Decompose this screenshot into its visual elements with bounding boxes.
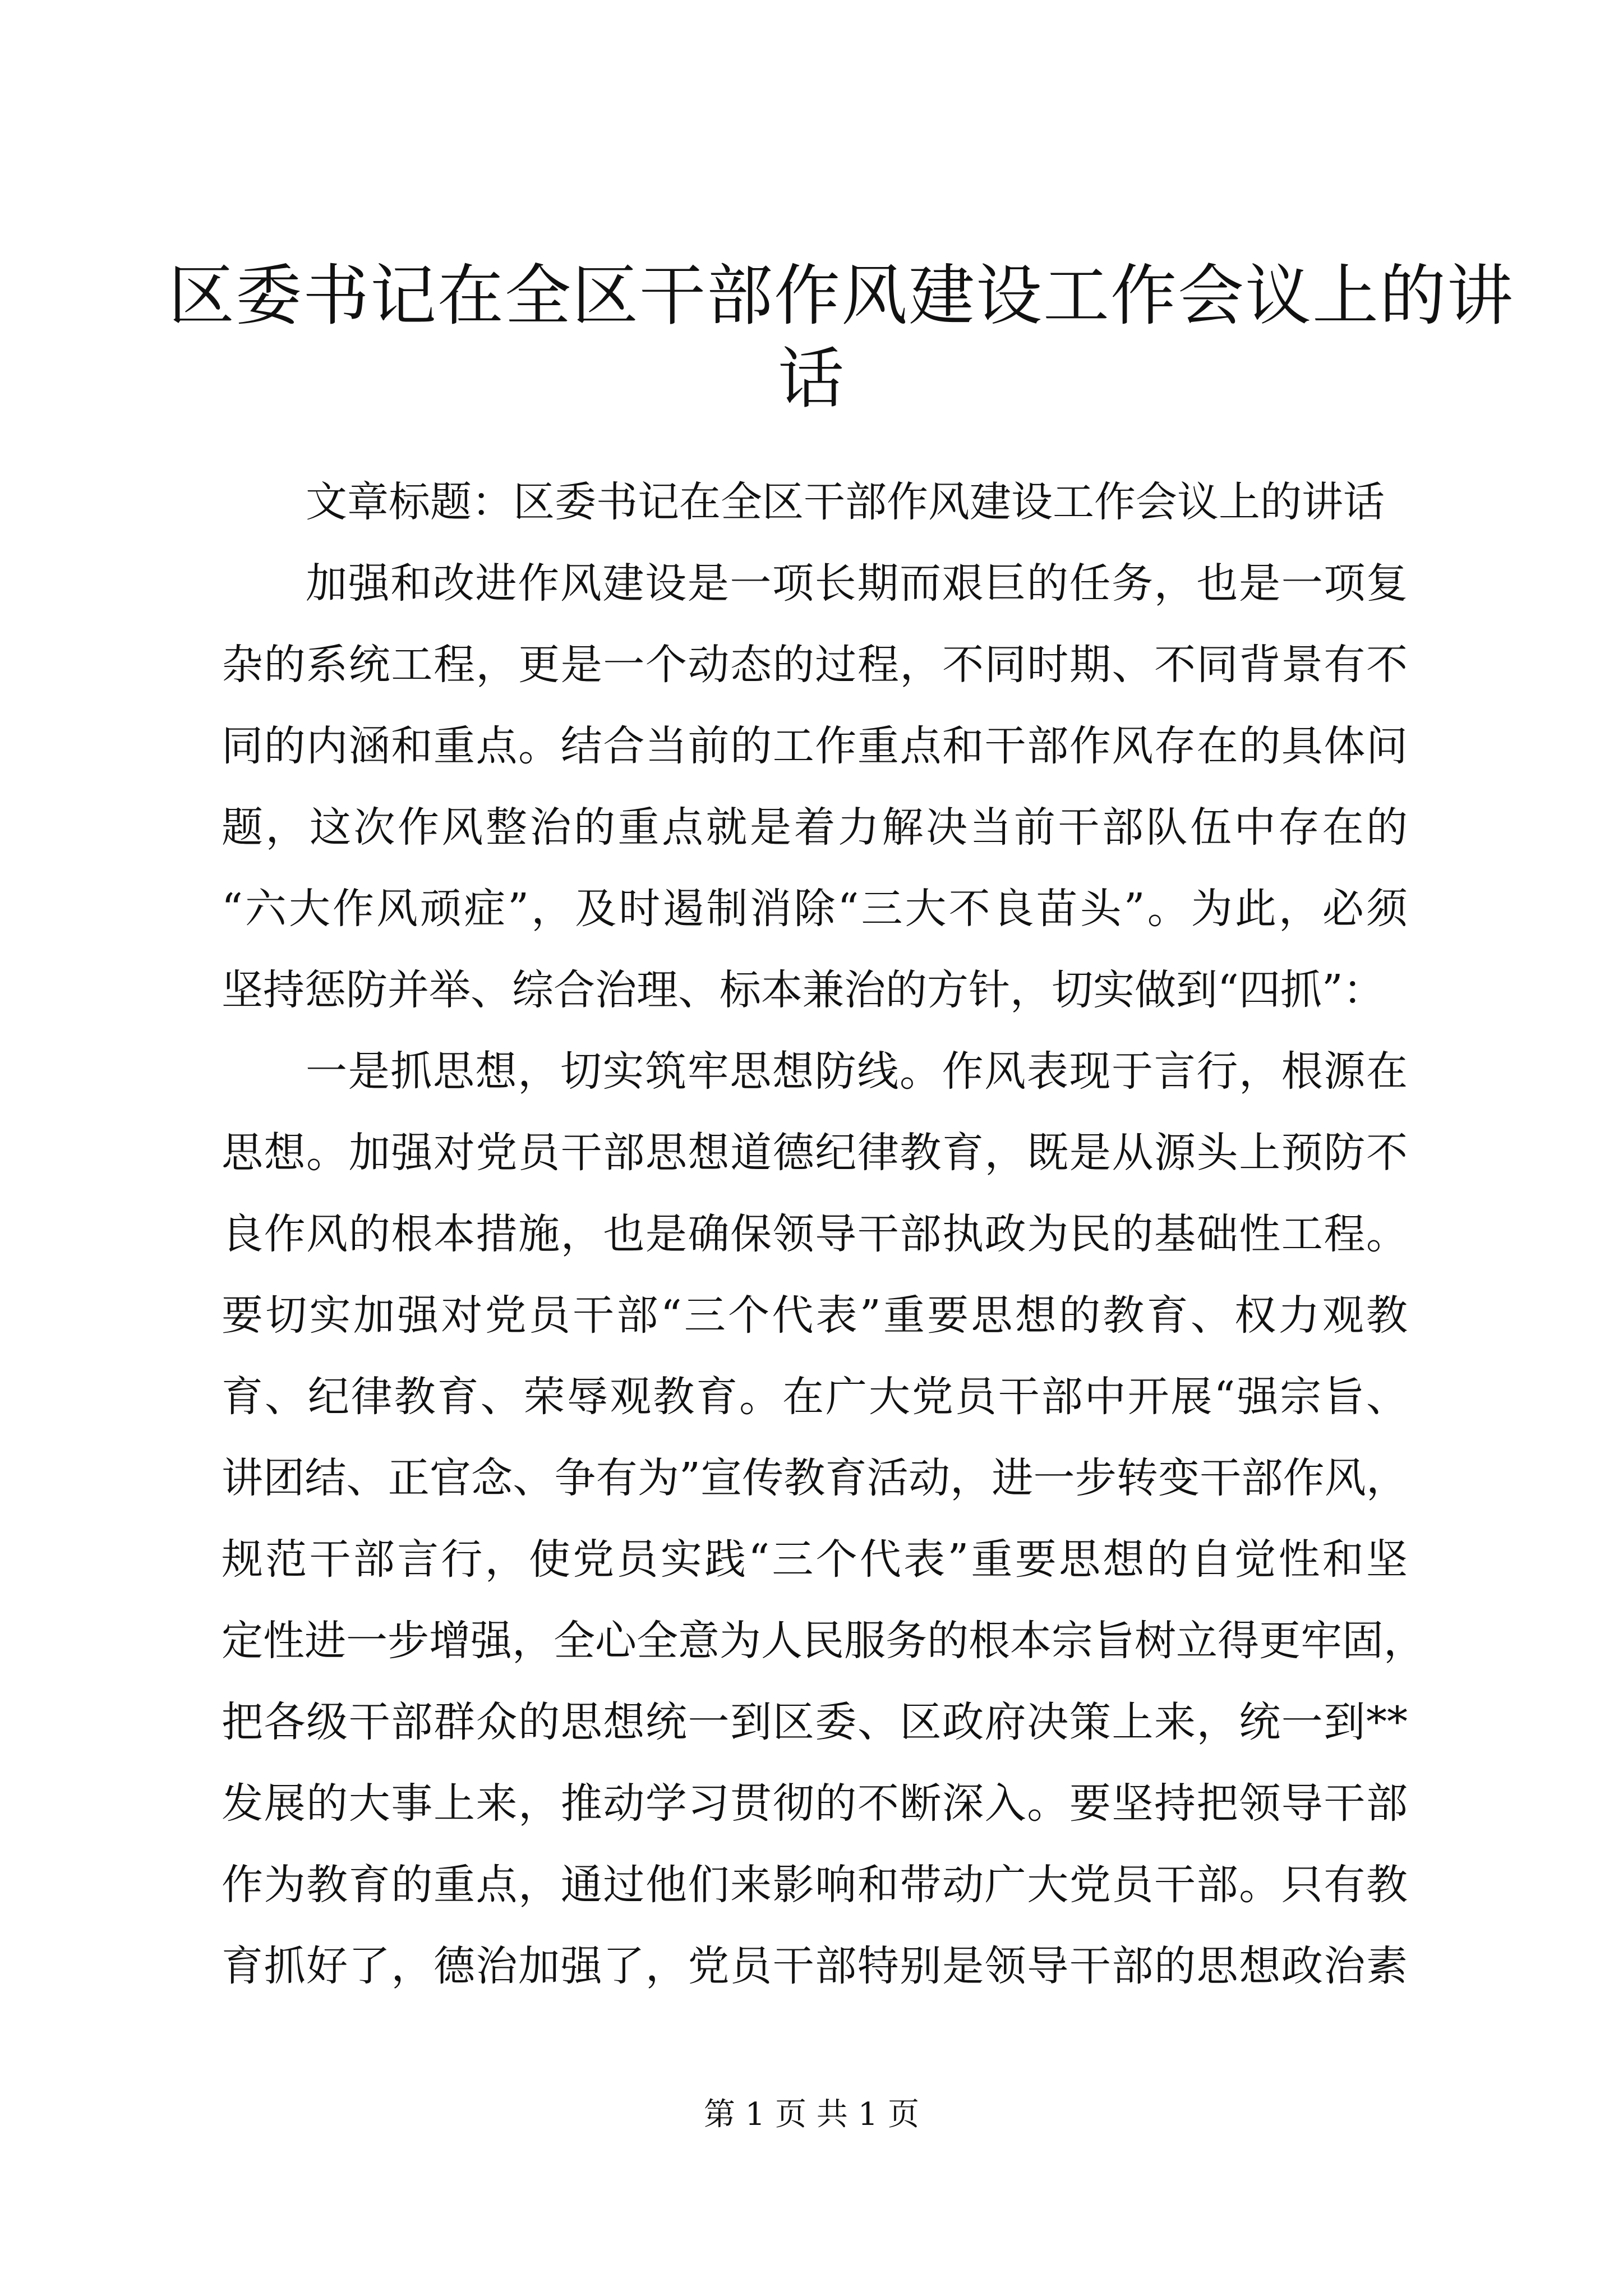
paragraph-line: 育抓好了，德治加强了，党员干部特别是领导干部的思想政治素 — [222, 1942, 1408, 1990]
article-title-line: 文章标题：区委书记在全区干部作风建设工作会议上的讲话 — [306, 478, 1385, 526]
paragraph-line: 发展的大事上来，推动学习贯彻的不断深入。要坚持把领导干部 — [222, 1779, 1408, 1828]
paragraph-line: 良作风的根本措施，也是确保领导干部执政为民的基础性工程。 — [222, 1210, 1408, 1258]
paragraph-line: 规范干部言行，使党员实践“三个代表”重要思想的自觉性和坚 — [222, 1535, 1408, 1584]
paragraph-line: 一是抓思想，切实筑牢思想防线。作风表现于言行，根源在 — [306, 1047, 1408, 1096]
paragraph-line: 同的内涵和重点。结合当前的工作重点和干部作风存在的具体问 — [222, 722, 1408, 770]
paragraph-line: 讲团结、正官念、争有为”宣传教育活动，进一步转变干部作风， — [222, 1454, 1408, 1502]
paragraph-line: 育、纪律教育、荣辱观教育。在广大党员干部中开展“强宗旨、 — [222, 1373, 1408, 1421]
document-title-line-2: 话 — [777, 340, 845, 417]
page-number-footer: 第 1 页 共 1 页 — [703, 2096, 920, 2133]
document-title-line-1: 区委书记在全区干部作风建设工作会议上的讲 — [168, 257, 1515, 334]
paragraph-line: 要切实加强对党员干部“三个代表”重要思想的教育、权力观教 — [222, 1291, 1408, 1340]
paragraph-line: 把各级干部群众的思想统一到区委、区政府决策上来，统一到** — [222, 1698, 1408, 1746]
paragraph-line: “六大作风顽症”，及时遏制消除“三大不良苗头”。为此，必须 — [222, 885, 1408, 933]
paragraph-line: 题，这次作风整治的重点就是着力解决当前干部队伍中存在的 — [222, 803, 1408, 852]
paragraph-line: 杂的系统工程，更是一个动态的过程，不同时期、不同背景有不 — [222, 641, 1408, 689]
paragraph-line: 思想。加强对党员干部思想道德纪律教育，既是从源头上预防不 — [222, 1129, 1408, 1177]
paragraph-line: 加强和改进作风建设是一项长期而艰巨的任务，也是一项复 — [306, 559, 1408, 608]
paragraph-line: 作为教育的重点，通过他们来影响和带动广大党员干部。只有教 — [222, 1861, 1408, 1909]
paragraph-line: 坚持惩防并举、综合治理、标本兼治的方针，切实做到“四抓”： — [222, 966, 1385, 1014]
paragraph-line: 定性进一步增强，全心全意为人民服务的根本宗旨树立得更牢固， — [222, 1617, 1425, 1665]
